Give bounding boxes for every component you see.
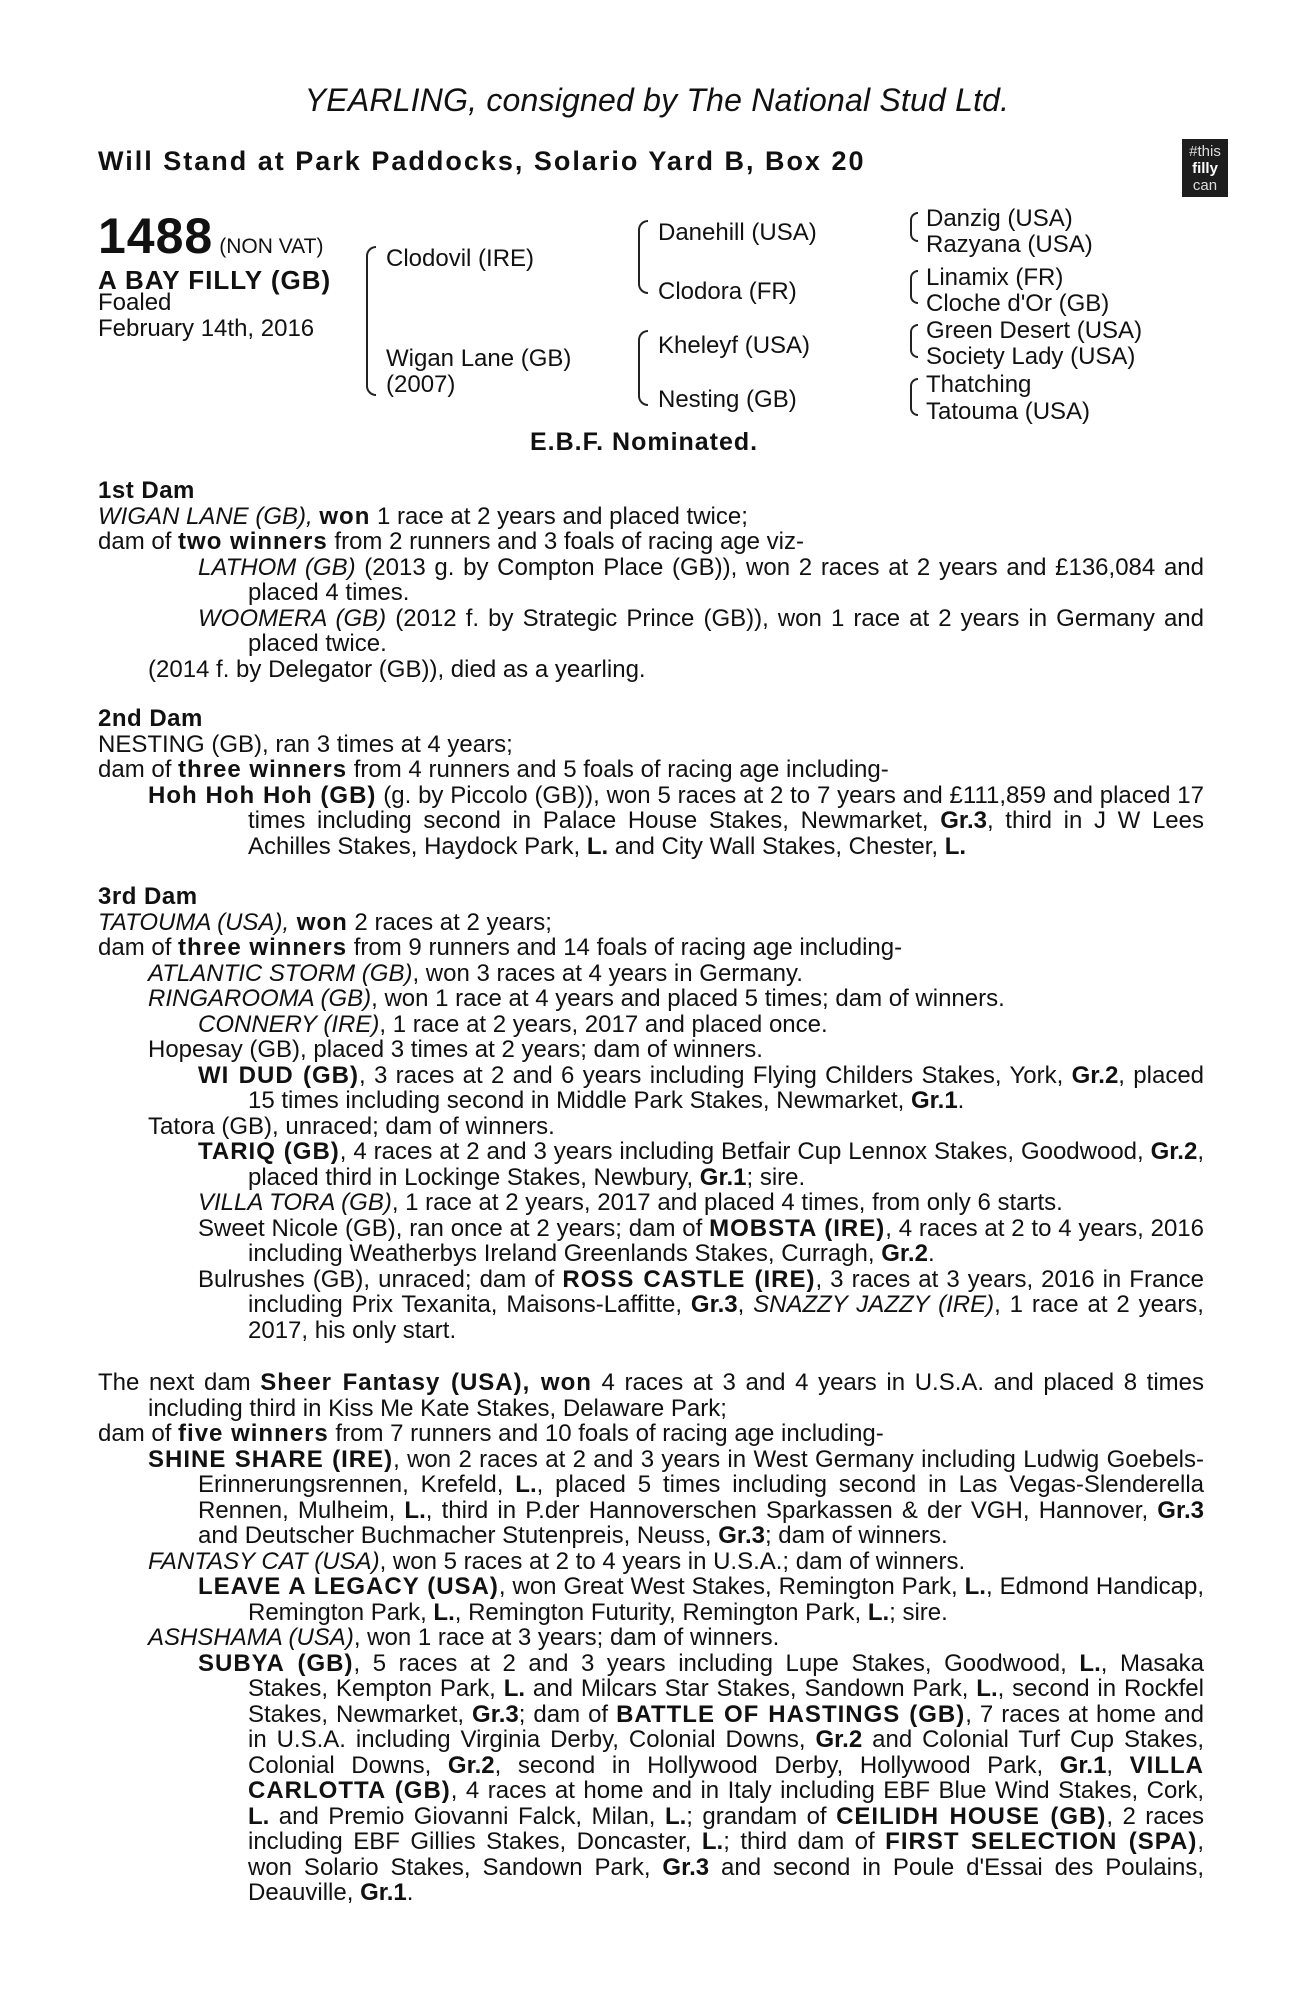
produce-villa-tora (98, 1190, 1204, 1216)
pedigree-dsd: Society Lady (USA) (926, 343, 1136, 370)
text-span: The next dam (98, 1369, 261, 1396)
text-span: 4 races at 3 and 4 years in U.S.A. and placed 8 times including third in Kiss Me Kate Stakes, Delaware Park; (148, 1369, 1205, 1422)
grade: Gr.1 (1059, 1751, 1107, 1779)
lot-heading (98, 207, 323, 265)
grade: Gr.2 (881, 1240, 928, 1267)
text-span: ; sire. (889, 1598, 948, 1626)
text-span: , 4 races at home and in Italy including EBF Blue Wind Stakes, Cork, (450, 1777, 1204, 1804)
produce-lathom (98, 555, 1204, 606)
winners-count: three winners (178, 756, 348, 783)
text-span: , 3 races at 2 and 6 years including Flying Childers Stakes, York, (358, 1061, 1072, 1089)
winners-count: two winners (178, 528, 328, 555)
pedigree-sire-dam: Clodora (FR) (658, 278, 797, 305)
pedigree-dam (386, 346, 571, 398)
grade: Gr.3 (718, 1522, 765, 1549)
third-dam-heading: 3rd Dam (98, 883, 198, 910)
text-span: , won 3 races at 4 years in Germany. (412, 959, 803, 987)
text-span: , Remington Futurity, Remington Park, (454, 1598, 868, 1626)
grade: Gr.3 (1157, 1496, 1204, 1524)
text-span: , second in Rockfel Stakes, Newmarket, (248, 1675, 1204, 1728)
text-span: dam of (98, 1420, 179, 1447)
third-dam-produce-summary (98, 935, 1204, 961)
text-span: , 1 race at 2 years, 2017 and placed once. (379, 1010, 828, 1038)
text-span: , third in J W Lees Achilles Stakes, Haydock Park, (248, 807, 1205, 860)
grade: L. (433, 1598, 455, 1626)
text-span: Bulrushes (GB), unraced; dam of (198, 1265, 563, 1293)
horse-name: ATLANTIC STORM (GB) (148, 959, 413, 987)
pedigree-sire-sire: Danehill (USA) (658, 219, 817, 246)
text-span: , won Great West Stakes, Remington Park, (498, 1573, 965, 1600)
horse-name: SHINE SHARE (IRE) (148, 1445, 394, 1473)
horse-name: VILLA TORA (GB) (198, 1189, 392, 1216)
text-span: dam of (98, 528, 179, 555)
grade: L. (586, 832, 609, 860)
text-span: . (406, 1879, 414, 1906)
pedigree-brace-sire (638, 220, 648, 294)
produce-sweet-nicole (98, 1216, 1204, 1267)
text-span: , placed 5 times including second in Las Vegas-Slenderella Rennen, Mulheim, (198, 1471, 1204, 1524)
horse-name: MOBSTA (IRE) (709, 1214, 886, 1242)
badge-line-1: #this (1189, 143, 1221, 160)
pedigree-brace-main (366, 246, 376, 396)
produce-shine-share (98, 1447, 1204, 1549)
catalogue-header: YEARLING, consigned by The National Stud Ltd. (304, 82, 1010, 118)
badge-line-2: filly (1192, 160, 1218, 177)
text-span: , placed 15 times including second in Middle Park Stakes, Newmarket, (248, 1061, 1205, 1114)
grade: Gr.2 (1071, 1061, 1119, 1089)
text-span: , second in Hollywood Derby, Hollywood Park, (494, 1751, 1060, 1779)
text-span: ; dam of winners. (764, 1522, 948, 1549)
next-dam-produce-summary (98, 1421, 1204, 1447)
grade: Gr.2 (1150, 1138, 1198, 1165)
grade: L. (404, 1496, 426, 1524)
grade: Gr.3 (662, 1853, 710, 1881)
horse-name: Hoh Hoh Hoh (GB) (148, 781, 377, 809)
text-span: from 2 runners and 3 foals of racing age viz- (327, 528, 804, 555)
foaled-info (98, 290, 314, 342)
horse-name: TARIQ (GB) (198, 1138, 340, 1165)
pedigree-dam-year: (2007) (386, 371, 456, 398)
third-dam-section (98, 884, 1204, 1343)
text-span: , third in P.der Hannoverschen Sparkassen & der VGH, Hannover, (425, 1496, 1158, 1524)
pedigree-sss: Danzig (USA) (926, 205, 1073, 232)
produce-connery (98, 1012, 1204, 1038)
first-dam-record-text: 1 race at 2 years and placed twice; (370, 502, 748, 530)
text-span: , won 5 races at 2 to 4 years in U.S.A.; dam of winners. (379, 1547, 966, 1575)
grade: Gr.3 (940, 807, 987, 834)
pedigree-brace-ss (910, 212, 918, 242)
pedigree-sire: Clodovil (IRE) (386, 245, 535, 272)
produce-ashshama (98, 1625, 1204, 1651)
second-dam-section (98, 706, 1204, 859)
horse-name: SNAZZY JAZZY (IRE) (753, 1291, 995, 1318)
first-dam-name: WIGAN LANE (GB), (98, 502, 313, 530)
produce-ringarooma (98, 986, 1204, 1012)
pedigree-brace-dd (910, 378, 918, 416)
pedigree-sds: Linamix (FR) (926, 264, 1064, 291)
text-span: ; third dam of (723, 1828, 886, 1855)
horse-name: LEAVE A LEGACY (USA) (198, 1573, 499, 1600)
grade: L. (248, 1802, 270, 1830)
produce-tariq (98, 1139, 1204, 1190)
grade: L. (1079, 1649, 1101, 1677)
second-dam-heading: 2nd Dam (98, 705, 203, 732)
text-span: and Milcars Star Stakes, Sandown Park, (525, 1675, 977, 1702)
horse-name: WI DUD (GB) (198, 1061, 359, 1089)
text-span: ; sire. (746, 1163, 806, 1191)
grade: L. (664, 1802, 687, 1830)
text-span: , placed third in Lockinge Stakes, Newbury, (248, 1138, 1204, 1191)
text-span: , won 1 race at 3 years; dam of winners. (353, 1624, 780, 1651)
text-span: and Premio Giovanni Falck, Milan, (269, 1802, 665, 1830)
first-dam-heading: 1st Dam (98, 477, 195, 504)
text-span: (2013 g. by Compton Place (GB)), won 2 races at 2 years and £136,084 and placed 4 times. (248, 553, 1204, 606)
text-span: , won 1 race at 4 years and placed 5 times; dam of winners. (371, 985, 1005, 1012)
badge-line-3: can (1192, 177, 1218, 194)
text-span: , 1 race at 2 years, 2017 and placed 4 times, from only 6 starts. (391, 1189, 1063, 1216)
winners-count: three winners (178, 934, 348, 961)
grade: Gr.3 (690, 1291, 738, 1318)
produce-atlantic-storm (98, 961, 1204, 987)
second-dam-produce-summary (98, 757, 1204, 783)
third-dam-record (98, 910, 1204, 936)
text-span: , 3 races at 3 years, 2016 in France including Prix Texanita, Maisons-Laffitte, (248, 1265, 1204, 1318)
won-label: won (319, 502, 371, 530)
horse-name: ASHSHAMA (USA) (148, 1624, 354, 1651)
text-span: ; grandam of (686, 1802, 837, 1830)
lot-number: 1488 (98, 208, 214, 264)
won-label: won (289, 908, 348, 936)
grade: L. (964, 1573, 986, 1600)
text-span: ; dam of (518, 1700, 617, 1728)
horse-name: SUBYA (GB) (198, 1649, 354, 1677)
horse-name: ROSS CASTLE (IRE) (562, 1265, 816, 1293)
horse-name: BATTLE OF HASTINGS (GB) (616, 1700, 966, 1728)
pedigree-sdd: Cloche d'Or (GB) (926, 290, 1110, 317)
pedigree-brace-sd (910, 270, 918, 304)
produce-wi-dud (98, 1063, 1204, 1114)
produce-subya (98, 1651, 1204, 1906)
produce-2014-filly (98, 657, 1204, 683)
text-span: . (927, 1240, 935, 1267)
grade: Gr.1 (910, 1087, 958, 1114)
text-span: , (737, 1291, 754, 1318)
pedigree-brace-ds (910, 324, 918, 358)
grade: L. (515, 1471, 537, 1498)
text-span: , 1 race at 2 years, 2017, his only start. (248, 1291, 1204, 1344)
text-span: , 2 races including EBF Gillies Stakes, Doncaster, (248, 1802, 1204, 1855)
text-span: , 5 races at 2 and 3 years including Lupe Stakes, Goodwood, (353, 1649, 1080, 1677)
grade: Gr.1 (360, 1879, 407, 1906)
horse-name: Sheer Fantasy (USA) (260, 1369, 523, 1396)
foaled-label: Foaled (98, 289, 172, 316)
produce-bulrushes (98, 1267, 1204, 1344)
first-dam-record (98, 504, 1204, 530)
grade: L. (701, 1828, 724, 1855)
text-span: , (1106, 1751, 1130, 1779)
text-span: , won 2 races at 2 and 3 years in West Germany including Ludwig Goebels-Erinnerungsrennen, Krefeld, (198, 1445, 1204, 1498)
pedigree-dss: Green Desert (USA) (926, 317, 1143, 344)
first-dam-produce-summary (98, 529, 1204, 555)
produce-leave-a-legacy (98, 1574, 1204, 1625)
grade: Gr.2 (447, 1751, 495, 1779)
text-span: . (957, 1087, 965, 1114)
text-span: dam of (98, 934, 179, 961)
produce-hopesay: Hopesay (GB), placed 3 times at 2 years; dam of winners. (148, 1036, 763, 1063)
horse-name: CEILIDH HOUSE (GB) (836, 1802, 1107, 1830)
text-span: (2014 f. by Delegator (GB)), died as a yearling. (148, 655, 646, 683)
foaled-date: February 14th, 2016 (98, 315, 315, 342)
text-span: from 4 runners and 5 foals of racing age including- (347, 756, 889, 783)
grade: L. (944, 832, 967, 860)
produce-hoh-hoh-hoh (98, 783, 1204, 860)
ebf-nomination: E.B.F. Nominated. (530, 428, 759, 456)
grade: L. (503, 1675, 526, 1702)
pedigree-ssd: Razyana (USA) (926, 231, 1093, 258)
pedigree-dds: Thatching (926, 371, 1032, 398)
text-span: and second in Poule d'Essai des Poulains, Deauville, (248, 1853, 1204, 1906)
horse-name: FIRST SELECTION (SPA) (885, 1828, 1198, 1855)
text-span: dam of (98, 756, 179, 783)
text-span: , 7 races at home and in U.S.A. including Virginia Derby, Colonial Downs, (248, 1700, 1205, 1753)
won-label: , won (522, 1369, 592, 1396)
winners-count: five winners (178, 1420, 329, 1447)
next-dam-section (98, 1370, 1204, 1906)
grade: Gr.3 (472, 1700, 519, 1728)
lot-description: A BAY FILLY (GB) (98, 265, 332, 295)
text-span: 2 races at 2 years; (347, 908, 552, 936)
text-span: and Deutscher Buchmacher Stutenpreis, Neuss, (198, 1522, 719, 1549)
first-dam-section (98, 478, 1204, 682)
text-span: from 7 runners and 10 foals of racing age including- (328, 1420, 884, 1447)
text-span: Sweet Nicole (GB), ran once at 2 years; dam of (198, 1214, 710, 1242)
text-span: , 4 races at 2 to 4 years, 2016 including Weatherbys Ireland Greenlands Stakes, Curragh, (248, 1214, 1204, 1267)
text-span: (2012 f. by Strategic Prince (GB)), won 1 race at 2 years in Germany and placed twice. (248, 604, 1205, 657)
pedigree-dam-sire: Kheleyf (USA) (658, 332, 811, 359)
stand-location: Will Stand at Park Paddocks, Solario Yard B, Box 20 (98, 146, 866, 176)
produce-tatora: Tatora (GB), unraced; dam of winners. (148, 1112, 555, 1140)
produce-fantasy-cat (98, 1549, 1204, 1575)
text-span: , 4 races at 2 and 3 years including Betfair Cup Lennox Stakes, Goodwood, (339, 1138, 1151, 1165)
horse-name: WOOMERA (GB) (198, 604, 387, 632)
horse-name: VILLA CARLOTTA (GB) (248, 1751, 1204, 1804)
vat-status: (NON VAT) (219, 235, 324, 258)
grade: L. (867, 1598, 890, 1626)
text-span: (g. by Piccolo (GB)), won 5 races at 2 to 7 years and £111,859 and placed 17 times including second in Palace House Stakes, Newmarket, (248, 781, 1204, 834)
text-span: from 9 runners and 14 foals of racing age including- (347, 934, 903, 961)
second-dam-record: NESTING (GB), ran 3 times at 4 years; (98, 730, 513, 758)
horse-name: RINGAROOMA (GB) (148, 985, 372, 1012)
horse-name: TATOUMA (USA), (98, 908, 290, 936)
produce-woomera (98, 606, 1204, 657)
text-span: and City Wall Stakes, Chester, (608, 832, 945, 860)
next-dam-record (98, 1370, 1204, 1421)
horse-name: FANTASY CAT (USA) (148, 1547, 380, 1575)
grade: L. (976, 1675, 998, 1702)
hashtag-badge (1182, 139, 1228, 197)
horse-name: LATHOM (GB) (198, 553, 356, 581)
text-span: , won Solario Stakes, Sandown Park, (248, 1828, 1205, 1881)
grade: Gr.2 (815, 1726, 863, 1753)
text-span: , Masaka Stakes, Kempton Park, (248, 1649, 1205, 1702)
pedigree-dam-dam: Nesting (GB) (658, 386, 797, 413)
pedigree-dam-name: Wigan Lane (GB) (386, 345, 572, 372)
pedigree-brace-dam (638, 330, 648, 406)
text-span: and Colonial Turf Cup Stakes, Colonial Downs, (248, 1726, 1204, 1779)
text-span: , Edmond Handicap, Remington Park, (248, 1573, 1204, 1626)
pedigree-ddd: Tatouma (USA) (926, 398, 1091, 425)
grade: Gr.1 (699, 1163, 747, 1191)
horse-name: CONNERY (IRE) (198, 1010, 380, 1038)
